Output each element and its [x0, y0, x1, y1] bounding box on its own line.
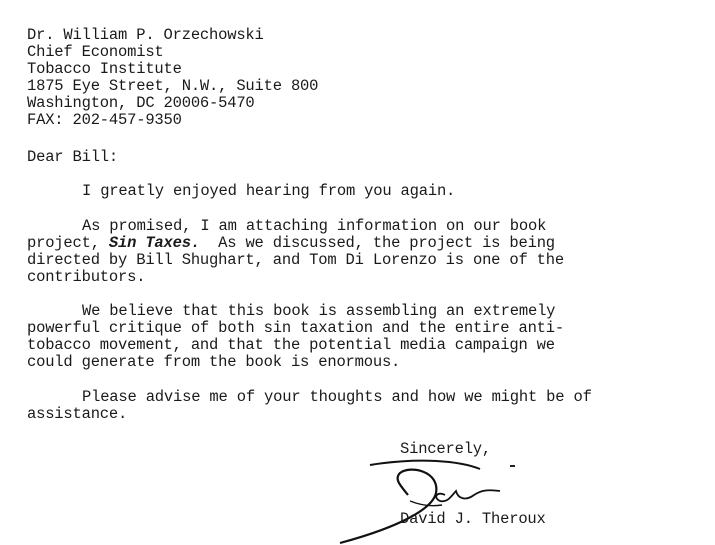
paragraph-3-line-4: could generate from the book is enormous.	[27, 353, 401, 371]
paragraph-2-line-3: directed by Bill Shughart, and Tom Di Lorenzo is one of the	[27, 251, 564, 269]
recipient-title: Chief Economist	[27, 43, 164, 61]
recipient-street: 1875 Eye Street, N.W., Suite 800	[27, 77, 319, 95]
paragraph-2-line-2	[27, 235, 555, 252]
paragraph-4-line-2: assistance.	[27, 405, 128, 423]
fax-number: 202-457-9350	[63, 111, 182, 129]
paragraph-3-line-2: powerful critique of both sin taxation and the entire anti-	[27, 319, 564, 337]
recipient-name: Dr. William P. Orzechowski	[27, 26, 264, 44]
paragraph-2-line-4: contributors.	[27, 268, 146, 286]
recipient-fax	[27, 112, 182, 129]
paragraph-4-line-1: Please advise me of your thoughts and how we might be of	[82, 388, 592, 406]
recipient-city: Washington, DC 20006-5470	[27, 94, 255, 112]
recipient-organization: Tobacco Institute	[27, 60, 182, 78]
paragraph-1: I greatly enjoyed hearing from you again.	[82, 182, 456, 200]
book-title: Sin Taxes.	[108, 234, 200, 252]
paragraph-2-suffix: As we discussed, the project is being	[199, 234, 555, 252]
paragraph-3-line-1: We believe that this book is assembling an extremely	[82, 302, 556, 320]
closing: Sincerely,	[400, 440, 492, 458]
signer-name: David J. Theroux	[400, 510, 546, 528]
salutation: Dear Bill:	[27, 148, 119, 166]
fax-label: FAX:	[27, 111, 64, 129]
handwritten-signature	[330, 455, 530, 545]
paragraph-2-prefix: project,	[27, 234, 109, 252]
paragraph-2-line-1: As promised, I am attaching information on our book	[82, 217, 547, 235]
paragraph-3-line-3: tobacco movement, and that the potential media campaign we	[27, 336, 555, 354]
